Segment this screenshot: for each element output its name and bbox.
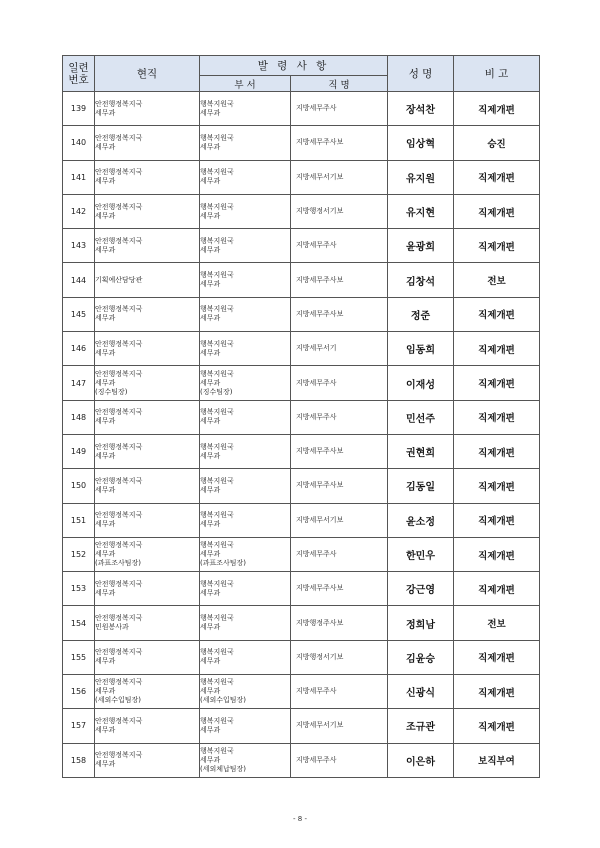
department-line: 세무과 — [200, 108, 221, 117]
position-cell — [291, 709, 388, 743]
remark: 직제개편 — [454, 469, 540, 503]
department-line: 행복지원국 — [200, 648, 234, 657]
table-row — [63, 537, 540, 571]
position-cell — [291, 400, 388, 434]
person-name: 민선주 — [388, 400, 454, 434]
remark: 직제개편 — [454, 160, 540, 194]
remark: 직제개편 — [454, 92, 540, 126]
table-body — [63, 92, 540, 778]
serial-number: 158 — [63, 743, 95, 777]
table-row — [63, 606, 540, 640]
department-line: 행복지원국 — [200, 305, 234, 314]
position-text: 지방행정주사보 — [296, 618, 344, 627]
table-row — [63, 709, 540, 743]
table-row — [63, 434, 540, 468]
person-name: 권현희 — [388, 434, 454, 468]
current-post-cell — [95, 469, 200, 503]
serial-number: 139 — [63, 92, 95, 126]
current-post-line: 세무과 — [95, 550, 116, 558]
department-cell — [200, 537, 291, 571]
remark: 직제개편 — [454, 400, 540, 434]
department-line: 행복지원국 — [200, 442, 234, 451]
person-name: 임동희 — [388, 332, 454, 366]
remark: 보직부여 — [454, 743, 540, 777]
remark: 직제개편 — [454, 434, 540, 468]
current-post-line: 민원봉사과 — [95, 623, 129, 632]
current-post-line: 안전행정복지국 — [95, 678, 143, 687]
current-post-line: 세무과 — [95, 485, 116, 494]
department-line: 세무과 — [200, 550, 221, 558]
header-department: 부 서 — [200, 76, 291, 92]
current-post-line: 안전행정복지국 — [95, 133, 143, 142]
position-text: 지방세무서기보 — [296, 721, 344, 730]
current-post-line: 세무과 — [95, 378, 116, 387]
position-text: 지방세무주사 — [296, 687, 337, 696]
person-name: 김동일 — [388, 469, 454, 503]
department-line: 행복지원국 — [200, 541, 234, 549]
current-post-line: 안전행정복지국 — [95, 305, 143, 314]
position-cell — [291, 606, 388, 640]
remark: 직제개편 — [454, 709, 540, 743]
department-line: 행복지원국 — [200, 236, 234, 245]
current-post-cell — [95, 160, 200, 194]
header-position: 직 명 — [291, 76, 388, 92]
department-line: 세무과 — [200, 245, 221, 254]
current-post-line: 안전행정복지국 — [95, 579, 143, 588]
table-row — [63, 160, 540, 194]
serial-number: 152 — [63, 537, 95, 571]
position-cell — [291, 297, 388, 331]
department-cell — [200, 469, 291, 503]
table-row — [63, 675, 540, 709]
department-line: 세무과 — [200, 520, 221, 529]
serial-number: 148 — [63, 400, 95, 434]
serial-number: 146 — [63, 332, 95, 366]
position-cell — [291, 572, 388, 606]
department-cell — [200, 92, 291, 126]
position-text: 지방세무주사 — [296, 755, 337, 764]
department-cell — [200, 743, 291, 777]
current-post-line: 세무과 — [95, 417, 116, 426]
position-cell — [291, 160, 388, 194]
department-line: 세무과 — [200, 485, 221, 494]
current-post-line: 안전행정복지국 — [95, 476, 143, 485]
current-post-cell — [95, 92, 200, 126]
position-cell — [291, 434, 388, 468]
current-post-line: 세무과 — [95, 314, 116, 323]
table-row — [63, 503, 540, 537]
department-line: 행복지원국 — [200, 716, 234, 725]
current-post-line: 세무과 — [95, 245, 116, 254]
person-name: 임상혁 — [388, 126, 454, 160]
department-line: 세무과 — [200, 451, 221, 460]
department-line: 행복지원국 — [200, 99, 234, 108]
current-post-cell — [95, 229, 200, 263]
remark: 직제개편 — [454, 297, 540, 331]
current-post-line: 세무과 — [95, 760, 116, 769]
remark: 직제개편 — [454, 332, 540, 366]
department-line: 행복지원국 — [200, 168, 234, 177]
remark: 직제개편 — [454, 675, 540, 709]
person-name: 김윤승 — [388, 640, 454, 674]
department-cell — [200, 126, 291, 160]
department-cell — [200, 675, 291, 709]
current-post-line: 안전행정복지국 — [95, 408, 143, 417]
department-cell — [200, 297, 291, 331]
current-post-line: (세외수입팀장) — [95, 696, 142, 705]
department-line: 행복지원국 — [200, 746, 234, 755]
current-post-cell — [95, 263, 200, 297]
current-post-line: 세무과 — [95, 177, 116, 186]
serial-number: 151 — [63, 503, 95, 537]
department-line: 행복지원국 — [200, 579, 234, 588]
current-post-line: 세무과 — [95, 687, 116, 696]
department-line: 행복지원국 — [200, 678, 234, 687]
department-line: 행복지원국 — [200, 271, 234, 280]
position-cell — [291, 92, 388, 126]
department-line: 행복지원국 — [200, 408, 234, 417]
department-cell — [200, 572, 291, 606]
serial-number: 157 — [63, 709, 95, 743]
department-line: 행복지원국 — [200, 614, 234, 623]
remark: 직제개편 — [454, 366, 540, 400]
current-post-line: 안전행정복지국 — [95, 614, 143, 623]
department-line: 세무과 — [200, 687, 221, 696]
department-line: 세무과 — [200, 755, 221, 764]
department-line: 세무과 — [200, 142, 221, 151]
current-post-line: 세무과 — [95, 451, 116, 460]
current-post-line: 안전행정복지국 — [95, 339, 143, 348]
position-cell — [291, 537, 388, 571]
serial-number: 156 — [63, 675, 95, 709]
serial-number: 140 — [63, 126, 95, 160]
serial-number: 155 — [63, 640, 95, 674]
position-text: 지방세무서기보 — [296, 172, 344, 181]
position-text: 지방행정서기보 — [296, 652, 344, 661]
department-cell — [200, 229, 291, 263]
remark: 직제개편 — [454, 503, 540, 537]
header-appointment: 발 령 사 항 — [200, 56, 388, 76]
current-post-line: 세무과 — [95, 588, 116, 597]
current-post-line: (징수팀장) — [95, 387, 128, 396]
position-text: 지방세무주사 — [296, 378, 337, 387]
remark: 직제개편 — [454, 194, 540, 228]
department-cell — [200, 503, 291, 537]
current-post-cell — [95, 572, 200, 606]
person-name: 김창석 — [388, 263, 454, 297]
current-post-cell — [95, 640, 200, 674]
person-name: 장석찬 — [388, 92, 454, 126]
department-line: 세무과 — [200, 623, 221, 632]
department-line: 행복지원국 — [200, 476, 234, 485]
position-text: 지방세무주사 — [296, 550, 337, 558]
department-line: 세무과 — [200, 657, 221, 666]
person-name: 정희남 — [388, 606, 454, 640]
person-name: 이은하 — [388, 743, 454, 777]
current-post-line: 안전행정복지국 — [95, 202, 143, 211]
position-cell — [291, 229, 388, 263]
table-row — [63, 572, 540, 606]
header-remarks: 비 고 — [454, 56, 540, 92]
current-post-line: 안전행정복지국 — [95, 751, 143, 760]
position-cell — [291, 743, 388, 777]
current-post-cell — [95, 332, 200, 366]
department-line: 행복지원국 — [200, 339, 234, 348]
department-line: 세무과 — [200, 314, 221, 323]
position-cell — [291, 332, 388, 366]
person-name: 이재성 — [388, 366, 454, 400]
department-cell — [200, 640, 291, 674]
position-text: 지방세무주사보 — [296, 138, 344, 147]
position-cell — [291, 640, 388, 674]
table-row — [63, 332, 540, 366]
current-post-line: 안전행정복지국 — [95, 511, 143, 520]
person-name: 유지원 — [388, 160, 454, 194]
header-serial: 일련 번호 — [63, 56, 95, 92]
header-current-post: 현직 — [95, 56, 200, 92]
remark: 전보 — [454, 606, 540, 640]
table-row — [63, 92, 540, 126]
department-line: 행복지원국 — [200, 202, 234, 211]
serial-number: 150 — [63, 469, 95, 503]
person-name: 정준 — [388, 297, 454, 331]
current-post-line: 안전행정복지국 — [95, 168, 143, 177]
remark: 직제개편 — [454, 229, 540, 263]
current-post-cell — [95, 537, 200, 571]
remark: 직제개편 — [454, 537, 540, 571]
position-cell — [291, 503, 388, 537]
position-text: 지방세무주사보 — [296, 447, 344, 456]
department-line: 행복지원국 — [200, 511, 234, 520]
position-text: 지방세무주사 — [296, 241, 337, 250]
position-cell — [291, 366, 388, 400]
position-text: 지방행정서기보 — [296, 207, 344, 216]
person-name: 신광식 — [388, 675, 454, 709]
position-cell — [291, 263, 388, 297]
department-line: (징수팀장) — [200, 387, 233, 396]
current-post-line: 안전행정복지국 — [95, 648, 143, 657]
current-post-line: 안전행정복지국 — [95, 541, 143, 549]
department-line: (세외수입팀장) — [200, 696, 247, 705]
department-line: (세외체납팀장) — [200, 764, 247, 773]
serial-number: 143 — [63, 229, 95, 263]
position-text: 지방세무주사 — [296, 412, 337, 421]
remark: 직제개편 — [454, 640, 540, 674]
table-row — [63, 366, 540, 400]
table-row — [63, 263, 540, 297]
current-post-cell — [95, 743, 200, 777]
department-cell — [200, 709, 291, 743]
department-line: (과표조사팀장) — [200, 559, 247, 567]
table-row — [63, 194, 540, 228]
department-line: 세무과 — [200, 588, 221, 597]
current-post-cell — [95, 366, 200, 400]
department-cell — [200, 160, 291, 194]
person-name: 윤소정 — [388, 503, 454, 537]
table-row — [63, 743, 540, 777]
current-post-line: (과표조사팀장) — [95, 559, 142, 567]
remark: 전보 — [454, 263, 540, 297]
position-text: 지방세무서기 — [296, 344, 337, 353]
department-line: 세무과 — [200, 725, 221, 734]
position-text: 지방세무주사 — [296, 104, 337, 113]
department-cell — [200, 332, 291, 366]
position-text: 지방세무주사보 — [296, 481, 344, 490]
person-name: 조규관 — [388, 709, 454, 743]
current-post-cell — [95, 194, 200, 228]
department-cell — [200, 194, 291, 228]
current-post-cell — [95, 709, 200, 743]
department-cell — [200, 263, 291, 297]
serial-number: 147 — [63, 366, 95, 400]
position-cell — [291, 194, 388, 228]
page-number: - 8 - — [293, 815, 307, 823]
table-row — [63, 126, 540, 160]
current-post-line: 세무과 — [95, 142, 116, 151]
position-text: 지방세무주사보 — [296, 309, 344, 318]
department-line: 세무과 — [200, 211, 221, 220]
position-cell — [291, 675, 388, 709]
serial-number: 141 — [63, 160, 95, 194]
department-cell — [200, 606, 291, 640]
table-row — [63, 469, 540, 503]
position-cell — [291, 126, 388, 160]
personnel-table — [62, 55, 540, 778]
current-post-cell — [95, 126, 200, 160]
table-row — [63, 229, 540, 263]
serial-number: 145 — [63, 297, 95, 331]
department-line: 세무과 — [200, 417, 221, 426]
current-post-line: 세무과 — [95, 348, 116, 357]
department-cell — [200, 366, 291, 400]
current-post-line: 세무과 — [95, 657, 116, 666]
current-post-cell — [95, 297, 200, 331]
department-line: 세무과 — [200, 348, 221, 357]
table-row — [63, 640, 540, 674]
serial-number: 149 — [63, 434, 95, 468]
current-post-line: 안전행정복지국 — [95, 236, 143, 245]
current-post-line: 안전행정복지국 — [95, 369, 143, 378]
person-name: 한민우 — [388, 537, 454, 571]
current-post-cell — [95, 606, 200, 640]
department-line: 행복지원국 — [200, 133, 234, 142]
current-post-line: 안전행정복지국 — [95, 99, 143, 108]
serial-number: 144 — [63, 263, 95, 297]
department-line: 행복지원국 — [200, 369, 234, 378]
current-post-cell — [95, 434, 200, 468]
current-post-line: 세무과 — [95, 108, 116, 117]
current-post-line: 세무과 — [95, 211, 116, 220]
department-line: 세무과 — [200, 378, 221, 387]
table-row — [63, 297, 540, 331]
current-post-line: 기획예산담당관 — [95, 275, 143, 284]
position-text: 지방세무서기보 — [296, 515, 344, 524]
serial-number: 154 — [63, 606, 95, 640]
current-post-line: 세무과 — [95, 725, 116, 734]
department-line: 세무과 — [200, 280, 221, 289]
current-post-cell — [95, 400, 200, 434]
current-post-line: 세무과 — [95, 520, 116, 529]
remark: 승진 — [454, 126, 540, 160]
current-post-cell — [95, 503, 200, 537]
serial-number: 142 — [63, 194, 95, 228]
table-row — [63, 400, 540, 434]
position-cell — [291, 469, 388, 503]
department-cell — [200, 434, 291, 468]
remark: 직제개편 — [454, 572, 540, 606]
header-name: 성 명 — [388, 56, 454, 92]
position-text: 지방세무주사보 — [296, 275, 344, 284]
position-text: 지방세무주사보 — [296, 584, 344, 593]
department-line: 세무과 — [200, 177, 221, 186]
person-name: 강근영 — [388, 572, 454, 606]
person-name: 윤광희 — [388, 229, 454, 263]
current-post-line: 안전행정복지국 — [95, 716, 143, 725]
department-cell — [200, 400, 291, 434]
person-name: 유지현 — [388, 194, 454, 228]
current-post-cell — [95, 675, 200, 709]
serial-number: 153 — [63, 572, 95, 606]
current-post-line: 안전행정복지국 — [95, 442, 143, 451]
